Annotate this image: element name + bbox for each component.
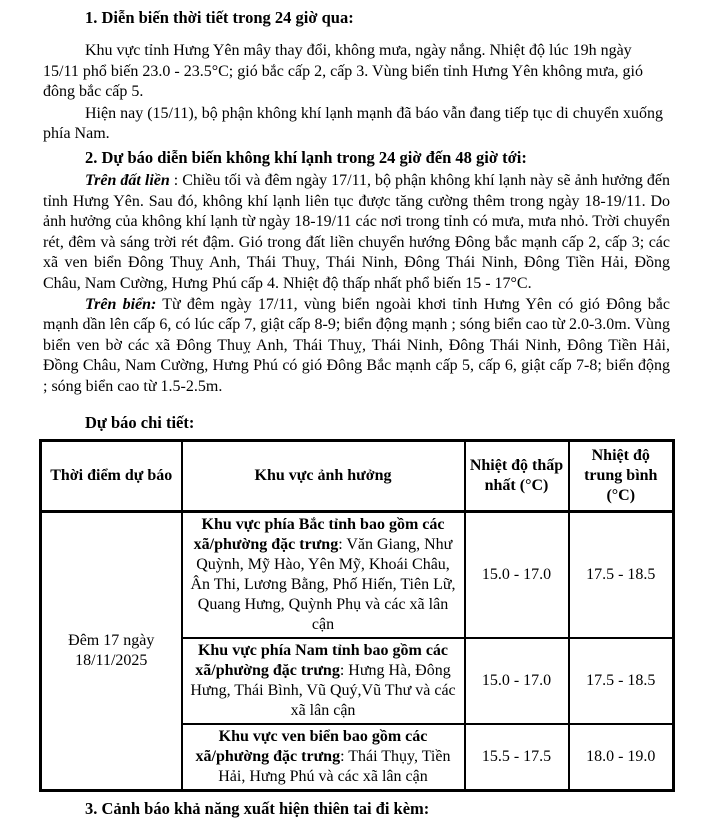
sea-label: Trên biển: [85, 295, 157, 313]
col-header-time: Thời điểm dự báo [41, 440, 182, 511]
region-cell-coast [182, 724, 465, 791]
tmin-cell-north: 15.0 - 17.0 [465, 511, 569, 638]
forecast-table-header [41, 440, 674, 511]
section1-heading: 1. Diễn biến thời tiết trong 24 giờ qua: [85, 8, 354, 27]
region-cell-north [182, 511, 465, 638]
sea-text: Từ đêm ngày 17/11, vùng biển ngoài khơi tỉnh Hưng Yên có gió Đông bắc mạnh dần lên cấp 6, có lúc cấp 7, giật cấp 8-9; biển động mạnh ; sóng biển cao từ 2.0-3.0m. Vùng biển ven bờ các xã Đông Thuỵ Anh, Thái Thuỵ, Thái Ninh, Đông Thái Ninh, Đông Tiền Hải, Đồng Châu, Nam Cường, Hưng Phú có gió Đông Bắc mạnh cấp 5, cấp 6, giật cấp 7-8; biển động ; sóng biển cao từ 1.5-2.5m. [43, 295, 671, 395]
region-cell-south [182, 638, 465, 724]
tmin-cell-coast: 15.5 - 17.5 [465, 724, 569, 791]
section2-land-paragraph [43, 171, 670, 295]
section2-heading: 2. Dự báo diễn biến không khí lạnh trong 24 giờ đến 48 giờ tới: [85, 147, 527, 167]
col-header-tavg: Nhiệt độ trung bình (°C) [569, 440, 674, 511]
land-separator: : [169, 171, 183, 189]
region-rest-north: : Văn Giang, Như Quỳnh, Mỹ Hào, Yên Mỹ, Khoái Châu, Ân Thi, Lương Bằng, Phố Hiến, Tiên Lữ, Quang Hưng, Quỳnh Phụ và các xã lân cận [190, 535, 456, 633]
region-bold-south: Khu vực phía Nam tỉnh bao gồm các xã/phường đặc trưng [195, 641, 449, 679]
land-label: Trên đất liền [85, 171, 170, 189]
col-header-region: Khu vực ảnh hưởng [182, 440, 465, 511]
section3-heading: 3. Cảnh báo khả năng xuất hiện thiên tai đi kèm: [85, 798, 430, 818]
table-row-north [41, 511, 674, 638]
tmin-cell-south: 15.0 - 17.0 [465, 638, 569, 724]
header-row [41, 440, 674, 511]
forecast-heading: Dự báo chi tiết: [85, 412, 195, 432]
forecast-table [39, 439, 675, 792]
land-text: Chiều tối và đêm ngày 17/11, bộ phận không khí lạnh này sẽ ảnh hưởng đến tỉnh Hưng Yên. Sau đó, không khí lạnh liên tục được tăng cường thêm trong ngày 18-19/11. Do ảnh hưởng của không khí lạnh từ ngày 18-19/11 các nơi trong tỉnh có mưa, mưa nhỏ. Trời chuyển rét, đêm và sáng trời rét đậm. Gió trong đất liền chuyển hướng Đông bắc mạnh cấp 2, cấp 3; các xã ven biển Đông Thuỵ Anh, Thái Thuỵ, Thái Ninh, Đông Thái Ninh, Đông Tiền Hải, Đồng Châu, Nam Cường, Hưng Phú cấp 4. Nhiệt độ thấp nhất phổ biến 15 - 17°C. [43, 171, 670, 292]
region-rest-coast: : Thái Thụy, Tiền Hải, Hưng Phú và các xã lân cận [218, 747, 451, 785]
region-bold-coast: Khu vực ven biển bao gồm các xã/phường đặc trưng [195, 727, 428, 765]
col-header-tmin: Nhiệt độ thấp nhất (°C) [465, 440, 569, 511]
tavg-cell-south: 17.5 - 18.5 [569, 638, 674, 724]
section1-paragraph-weather: Khu vực tỉnh Hưng Yên mây thay đổi, không mưa, ngày nắng. Nhiệt độ lúc 19h ngày 15/11 phổ biến 23.0 - 23.5°C; gió bắc cấp 2, cấp 3. Vùng biển tỉnh Hưng Yên không mưa, gió đông bắc cấp 5. [43, 42, 643, 101]
region-rest-south: : Hưng Hà, Đông Hưng, Thái Bình, Vũ Quý,Vũ Thư và các xã lân cận [190, 661, 456, 719]
region-bold-north: Khu vực phía Bắc tỉnh bao gồm các xã/phường đặc trưng [193, 515, 445, 553]
tavg-cell-north: 17.5 - 18.5 [569, 511, 674, 638]
forecast-table-body [41, 511, 674, 790]
section2-sea-paragraph [43, 295, 670, 398]
time-cell: Đêm 17 ngày 18/11/2025 [41, 511, 182, 790]
tavg-cell-coast: 18.0 - 19.0 [569, 724, 674, 791]
section1-paragraph-coldair: Hiện nay (15/11), bộ phận không khí lạnh mạnh đã báo vẫn đang tiếp tục di chuyển xuống phía Nam. [43, 104, 663, 143]
